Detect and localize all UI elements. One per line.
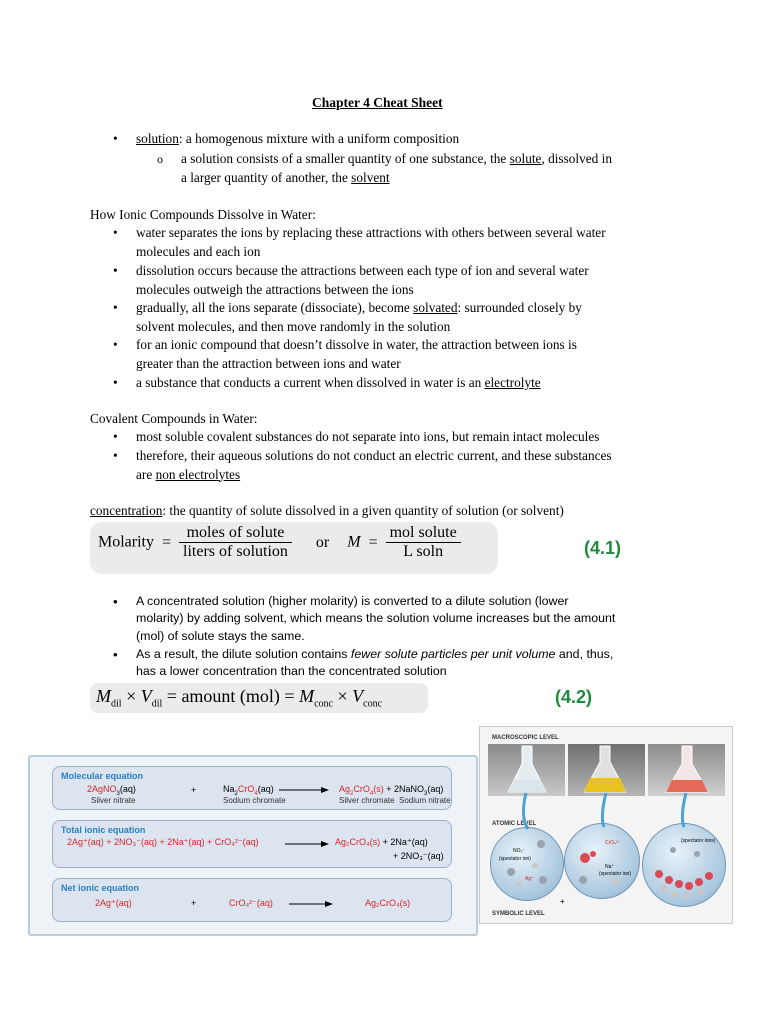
- total-ionic-equation-box: [52, 820, 452, 868]
- subscript: 3: [423, 790, 428, 797]
- ionic-heading: How Ionic Compounds Dissolve in Water:: [90, 207, 316, 222]
- times: ×: [126, 686, 137, 706]
- equals: =: [368, 533, 378, 551]
- text: a substance that conducts a current when dissolved in water is an: [136, 375, 485, 390]
- ionic-bullet-3: [136, 299, 681, 336]
- bullet-dot: •: [113, 225, 118, 240]
- dil-subscript: dil: [111, 698, 122, 710]
- line: for an ionic compound that doesn’t dissolve in water, the attraction between ions is: [136, 337, 577, 352]
- solution-sub-line1: [181, 150, 681, 169]
- solution-term: solution: [136, 131, 179, 146]
- molecular-reactant-1: [87, 784, 136, 797]
- total-ionic-reactants: 2Ag⁺(aq) + 2NO₃⁻(aq) + 2Na⁺(aq) + CrO₄²⁻(aq): [67, 837, 259, 847]
- formula: CrO: [237, 784, 255, 794]
- amount-mol: amount (mol): [181, 686, 280, 706]
- bullet-dot: •: [113, 300, 118, 315]
- macroscopic-level-label: MACROSCOPIC LEVEL: [492, 735, 559, 741]
- formula: CrO: [353, 784, 370, 794]
- fraction-moles-liters: [179, 524, 292, 561]
- ionic-bullet-4: [136, 336, 681, 373]
- line: greater than the attraction between ions and water: [136, 355, 401, 371]
- nitrate-ion-label: NO₃⁻: [513, 848, 526, 854]
- silver-chromate-label: Silver chromate: [339, 796, 395, 805]
- solute-term: solute: [509, 151, 542, 166]
- solution-definition: [136, 130, 681, 149]
- subscript: 4: [254, 790, 258, 797]
- bullet-dot: •: [113, 647, 118, 662]
- plus-sign: +: [191, 898, 197, 908]
- text: and, thus,: [555, 647, 614, 661]
- subscript: 2: [350, 790, 354, 797]
- numerator: moles of solute: [179, 524, 292, 543]
- page-title: Chapter 4 Cheat Sheet: [312, 95, 443, 110]
- concentration-term: concentration: [90, 503, 163, 518]
- line: water separates the ions by replacing these attractions with others between several water: [136, 225, 606, 240]
- subscript: 3: [116, 790, 120, 797]
- reaction-arrow: [279, 786, 329, 794]
- spectator-ion-label: (spectator ion): [499, 856, 531, 862]
- m-symbol: M: [299, 686, 315, 706]
- line: solvent molecules, and then move randomly in the solution: [136, 318, 451, 334]
- denominator: L soln: [403, 543, 444, 560]
- nonelectrolytes-term: non electrolytes: [155, 466, 241, 482]
- text: gradually, all the ions separate (dissociate), become: [136, 300, 414, 315]
- net-ionic-equation-box: [52, 878, 452, 922]
- covalent-bullet-1: most soluble covalent substances do not separate into ions, but remain intact molecules: [136, 429, 600, 444]
- line: (mol) of solute stays the same.: [136, 628, 305, 643]
- m-symbol: M: [347, 533, 361, 551]
- state: (aq): [427, 784, 444, 794]
- line: [136, 646, 696, 663]
- net-ionic-product: Ag₂CrO₄(s): [365, 898, 411, 908]
- total-ionic-products-line2: + 2NO₃⁻(aq): [393, 851, 444, 861]
- or-label: or: [315, 533, 330, 551]
- silver-ion-label: Ag⁺: [525, 876, 534, 882]
- sub-text-2: a larger quantity of another, the: [181, 170, 352, 185]
- bullet-dot: •: [113, 448, 118, 463]
- ionic-bullet-1: [136, 224, 681, 261]
- conc-subscript: conc: [314, 698, 333, 710]
- net-ionic-reactant-1: 2Ag⁺(aq): [95, 898, 132, 908]
- m-symbol: M: [96, 686, 111, 706]
- conc-subscript: conc: [363, 698, 383, 710]
- ion-particles-icon: [491, 828, 563, 900]
- reaction-equations-figure: [28, 755, 478, 936]
- covalent-heading: Covalent Compounds in Water:: [90, 411, 258, 426]
- line: [136, 466, 681, 485]
- total-ionic-equation-heading: Total ionic equation: [61, 825, 146, 835]
- reaction-arrow: [285, 840, 329, 848]
- reaction-arrow: [289, 900, 333, 908]
- denominator: liters of solution: [183, 543, 288, 560]
- times: ×: [337, 686, 348, 706]
- dil-subscript: dil: [151, 698, 163, 710]
- numerator: mol solute: [386, 524, 461, 543]
- concentration-def: : the quantity of solute dissolved in a given quantity of solution (or solvent): [162, 503, 564, 518]
- text: As a result, the dilute solution contains: [136, 647, 351, 661]
- molecular-reactant-2: [223, 784, 274, 797]
- molecular-products: [339, 784, 443, 797]
- equation-number-4-1: (4.1): [584, 538, 622, 558]
- connector-arrows-icon: [480, 787, 732, 837]
- equals: =: [284, 686, 295, 706]
- state: (aq): [257, 784, 274, 794]
- equation-4-2: [96, 686, 382, 710]
- spectator-ions-label: (spectator ions): [681, 838, 716, 844]
- formula: Ag: [339, 784, 351, 794]
- ionic-bullet-5: [136, 374, 681, 393]
- equals: =: [166, 686, 177, 706]
- sodium-nitrate-label: Sodium nitrate: [399, 796, 451, 805]
- sodium-ion-label: Na⁺: [605, 864, 615, 870]
- molarity-label: Molarity: [98, 533, 154, 551]
- net-ionic-equation-heading: Net ionic equation: [61, 883, 140, 893]
- formula: 2AgNO: [87, 784, 117, 794]
- atomic-level-label: ATOMIC LEVEL: [492, 821, 537, 827]
- state: (aq): [119, 784, 136, 794]
- symbolic-level-label: SYMBOLIC LEVEL: [492, 911, 545, 917]
- line: A concentrated solution (higher molarity) is converted to a dilute solution (lower: [136, 594, 569, 608]
- concentration-definition: [90, 502, 564, 521]
- bullet-dot: •: [113, 429, 118, 444]
- solution-sub-line2: [181, 169, 390, 188]
- formula: + 2NaNO: [383, 784, 424, 794]
- italic-text: fewer solute particles per unit volume: [350, 647, 556, 661]
- line: molecules outweigh the attractions between the ions: [136, 281, 414, 297]
- text: : surrounded closely by: [457, 300, 582, 315]
- formula: + 2Na⁺(aq): [380, 837, 428, 847]
- atomic-view-silver-nitrate: [490, 827, 564, 901]
- line: dissolution occurs because the attractions between each type of ion and several water: [136, 263, 589, 278]
- bullet-dot: •: [113, 131, 118, 146]
- bullet-dot: •: [113, 375, 118, 390]
- solvent-term: solvent: [351, 170, 390, 185]
- equation-4-1: [98, 524, 461, 561]
- text: are: [136, 466, 156, 482]
- electrolyte-term: electrolyte: [484, 375, 541, 390]
- plus-sign: +: [191, 785, 197, 795]
- equation-number-4-2: (4.2): [555, 687, 593, 707]
- sub-text-mid: , dissolved in: [541, 151, 612, 166]
- bullet-dot: •: [113, 337, 118, 352]
- line: molecules and each ion: [136, 243, 261, 259]
- ionic-bullet-2: [136, 262, 681, 299]
- sub-bullet-marker: o: [157, 152, 163, 166]
- levels-figure: [479, 726, 733, 924]
- molecular-equation-heading: Molecular equation: [61, 771, 144, 781]
- chromate-ion-label: CrO₄²⁻: [605, 840, 621, 846]
- sodium-chromate-label: Sodium chromate: [223, 796, 286, 805]
- bullet-dot: •: [113, 594, 118, 609]
- dilution-bullet-2: [136, 646, 696, 681]
- subscript: 2: [234, 790, 238, 797]
- formula: Na: [223, 784, 235, 794]
- equals: =: [162, 533, 172, 551]
- total-ionic-products-line1: [335, 837, 428, 848]
- bullet-dot: •: [113, 263, 118, 278]
- line: molarity) by adding solvent, which means the solution volume increases but the amount: [136, 611, 616, 626]
- net-ionic-reactant-2: CrO₄²⁻(aq): [229, 898, 273, 908]
- sub-text: a solution consists of a smaller quantity of one substance, the: [181, 151, 510, 166]
- plus-sign: +: [560, 897, 565, 906]
- state: (s): [373, 784, 384, 794]
- line: has a lower concentration than the concentrated solution: [136, 664, 447, 679]
- silver-nitrate-label: Silver nitrate: [91, 796, 136, 805]
- line: therefore, their aqueous solutions do not conduct an electric current, and these substances: [136, 448, 612, 463]
- subscript: 4: [369, 790, 374, 797]
- solution-def: : a homogenous mixture with a uniform composition: [178, 131, 460, 146]
- dilution-bullet-1: [136, 593, 696, 645]
- formula: Ag₂CrO₄(s): [335, 837, 381, 847]
- covalent-bullet-2: [136, 447, 681, 484]
- molecular-equation-box: [52, 766, 452, 810]
- v-symbol: V: [352, 686, 364, 706]
- fraction-mol-soln: [386, 524, 461, 561]
- solvated-term: solvated: [413, 300, 458, 315]
- v-symbol: V: [140, 686, 152, 706]
- spectator-ion-label-2: (spectator ion): [599, 871, 631, 877]
- line: [136, 299, 681, 318]
